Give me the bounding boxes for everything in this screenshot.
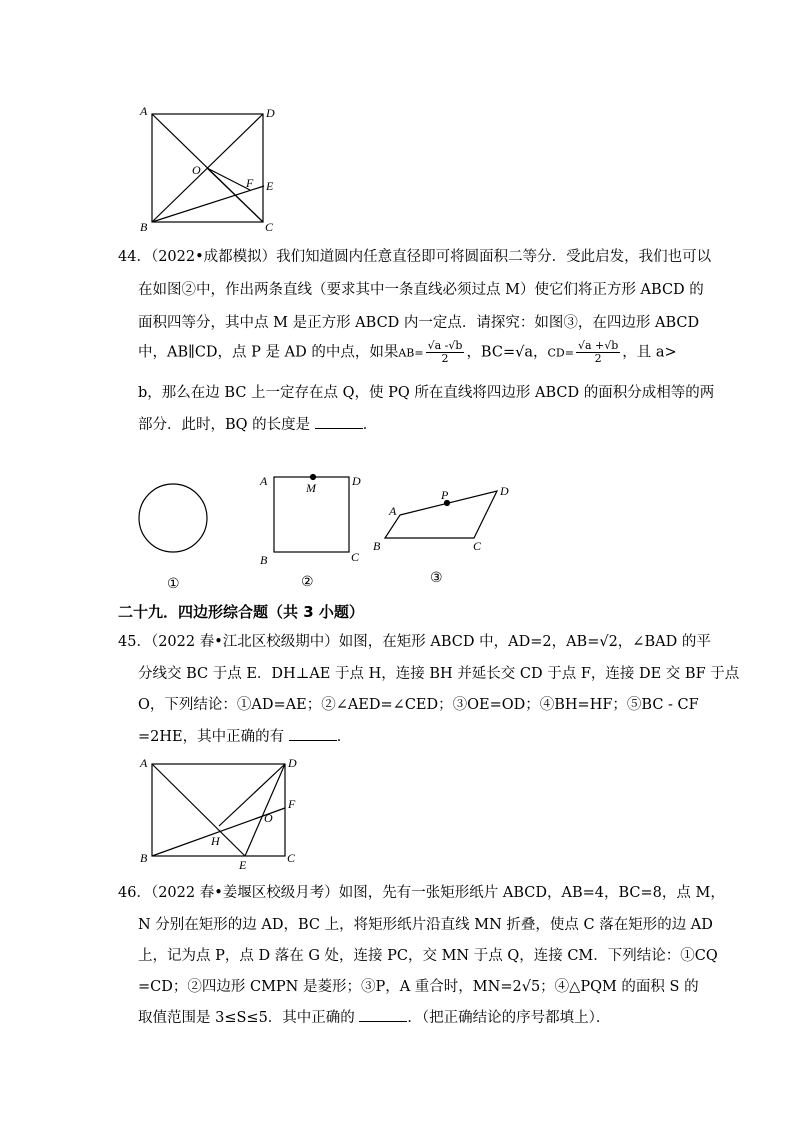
q44-line6-text: 部分．此时，BQ 的长度是 [138, 417, 311, 433]
label-A: A [140, 104, 148, 118]
sq-label-A: A [260, 474, 268, 488]
sq-label-C: C [351, 550, 360, 564]
caption-2: ② [301, 575, 314, 590]
section-heading: 二十九．四边形综合题（共 3 小题） [118, 603, 364, 621]
fig45-label-B: B [140, 851, 148, 865]
caption-3: ③ [430, 571, 443, 586]
q46-line2: N 分别在矩形的边 AD，BC 上，将矩形纸片沿直线 MN 折叠，使点 C 落在矩形的边 AD [138, 917, 713, 933]
q44-line4-end: ，且 a> [622, 344, 677, 361]
caption-1: ① [167, 577, 180, 592]
q45-line1: 45．（2022 春•江北区校级期中）如图，在矩形 ABCD 中，AD=2，AB=√2，∠BAD 的平 [118, 634, 711, 650]
q46-line5 [138, 1008, 678, 1028]
bc-value: ，BC=√a， [466, 344, 548, 361]
q45-line2: 分线交 BC 于点 E．DH⊥AE 于点 H，连接 BH 并延长交 CD 于点 F，连接 DE 交 BF 于点 [138, 666, 740, 682]
tr-label-D: D [500, 484, 509, 498]
fig45-label-D: D [288, 756, 297, 770]
sq-label-D: D [352, 474, 361, 488]
answer-blank-46[interactable] [359, 1009, 407, 1022]
q46-line3: 上，记为点 P，点 D 落在 G 处，连接 PC，交 MN 于点 Q，连接 CM．下列结论：①CQ [138, 948, 718, 964]
fig45-label-A: A [140, 756, 148, 770]
cd-prefix: CD= [547, 346, 574, 360]
cd-numerator: √a +√b [577, 339, 619, 352]
q44-line1: 44．（2022•成都模拟）我们知道圆内任意直径即可将圆面积二等分．受此启发，我们也可以 [118, 249, 712, 265]
q46-line5-end: ．（把正确结论的序号都填上）． [407, 1010, 611, 1026]
q44-line3: 面积四等分，其中点 M 是正方形 ABCD 内一定点．请探究：如图③，在四边形 ABCD [138, 315, 700, 331]
fig45-label-F: F [288, 797, 296, 811]
q44-line2: 在如图②中，作出两条直线（要求其中一条直线必须过点 M）使它们将正方形 ABCD 的 [138, 282, 704, 298]
label-E: E [266, 179, 274, 193]
fig45-label-C: C [287, 851, 296, 865]
tr-label-P: P [441, 488, 449, 502]
q46-line1: 46．（2022 春•姜堰区校级月考）如图，先有一张矩形纸片 ABCD，AB=4，BC=8，点 M， [118, 885, 725, 901]
q44-line5: b，那么在边 BC 上一定存在点 Q，使 PQ 所在直线将四边形 ABCD 的面积分成相等的两 [138, 385, 715, 401]
fig45-label-O: O [264, 811, 273, 825]
label-O: O [192, 163, 201, 177]
q46-line4: =CD；②四边形 CMPN 是菱形；③P，A 重合时，MN=2√5；④△PQM 的面积 S 的 [138, 979, 699, 995]
q44-line4-text: 中，AB∥CD，点 P 是 AD 的中点，如果 [138, 344, 399, 361]
q45-line3: O，下列结论：①AD=AE；②∠AED=∠CED；③OE=OD；④BH=HF；⑤BC - CF [138, 697, 699, 713]
q45-line4-text: =2HE，其中正确的有 [138, 729, 285, 745]
label-F: F [246, 176, 254, 190]
ab-numerator: √a -√b [427, 339, 463, 352]
label-C: C [265, 220, 274, 234]
tr-label-A: A [389, 504, 397, 518]
sq-label-B: B [260, 553, 268, 567]
tr-label-C: C [473, 539, 482, 553]
q44-line6-end: ． [362, 417, 378, 433]
ab-prefix: AB= [398, 346, 424, 360]
tr-label-B: B [373, 539, 381, 553]
q45-line4-end: ． [336, 729, 352, 745]
label-B: B [140, 220, 148, 234]
cd-denominator: 2 [594, 352, 602, 365]
label-D: D [266, 106, 275, 120]
fig45-label-E: E [239, 858, 247, 872]
q46-line5-text: 取值范围是 3≤S≤5．其中正确的 [138, 1010, 355, 1026]
sq-label-M: M [306, 481, 316, 495]
ab-denominator: 2 [441, 352, 449, 365]
fig45-label-H: H [211, 834, 220, 848]
